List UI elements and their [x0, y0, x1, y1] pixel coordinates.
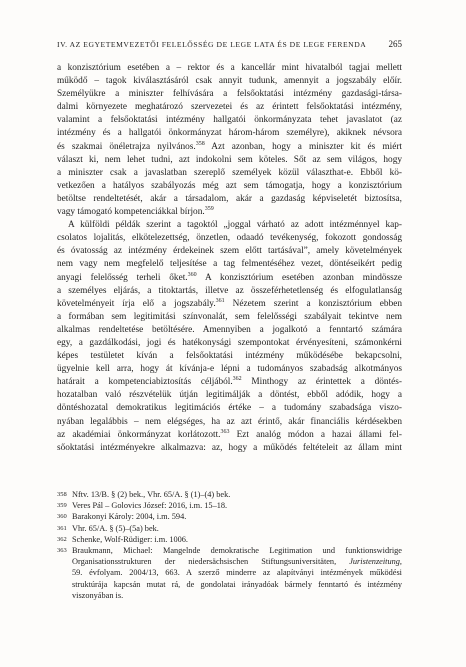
- body-line: nem vagy nem megfelelő teljesítése a tag felmentéséhez vezet, döntéseikért pedig: [57, 259, 402, 270]
- footnote-ref: 362: [232, 376, 242, 383]
- body-line: az akadémiai önkormányzat korlátozott.$^{363}$ Ezt analóg módon a hazai állami fel-: [57, 428, 402, 440]
- footnote-ref: 359: [204, 205, 214, 212]
- body-line: választ ki, nem lehet tudni, azt indokolni sem köteles. Sőt az sem világos, hogy: [57, 154, 402, 165]
- body-line: képes testületet kíván a felsőoktatási intézmény működésébe bekapcsolni,: [57, 351, 402, 362]
- body-line: csolatos lojalitás, elkötelezettség, önzetlen, odaadó tevékenység, fokozott gondosság: [57, 233, 402, 244]
- body-line: nyában legalábbis – nem elégséges, ha az azt érintő, akár financiális kérdésekben: [57, 416, 402, 427]
- footnote-ref: 361: [215, 297, 225, 304]
- body-line: határait a kompetenciabiztosítás céljából.$^{362}$ Minthogy az érintettek a döntés-: [57, 376, 402, 388]
- body-line: és szakmai önéletrajza nyilvános.$^{358}$ Azt azonban, hogy a miniszter kit és miért: [57, 140, 402, 152]
- body-line: dalmi környezete meghatározó szervezetei és az érintett felsőoktatási intézmény,: [57, 102, 402, 113]
- body-line: sőoktatási intézményekre alkalmazva: az, hogy a működés feltételeit az állam mint: [57, 442, 402, 453]
- footnote-ref: 360: [187, 271, 197, 278]
- footnote-text: viszonyában is.: [72, 590, 124, 600]
- footnote-ref: 363: [220, 428, 230, 435]
- footnote: [57, 523, 402, 534]
- body-line: ügyelnie kell arra, hogy át kívánja-e lépni a tudományos szabadság alkotmányos: [57, 364, 402, 375]
- body-line: döntéshozatal demokratikus legitimációs értéke – a tudomány szabadsága viszo-: [57, 403, 402, 414]
- footnote-text: 59. évfolyam. 2004/13, 663. A szerző minderre az alapítványi intézmények működési: [72, 568, 402, 578]
- footnote-number: 362: [57, 535, 67, 543]
- footnote-number: 358: [57, 491, 67, 498]
- footnote-text: Schenke, Wolf-Rüdiger: i.m. 1006.: [72, 534, 189, 544]
- footnote: [57, 511, 402, 522]
- footnote-number: 361: [57, 524, 67, 532]
- body-line: Személyükre a miniszter felhívására a felsőoktatási intézmény gazdasági-társa-: [57, 89, 402, 100]
- body-line: követelményeit írja elő a jogszabály.$^{361}$ Nézetem szerint a konzisztórium ebben: [57, 297, 402, 309]
- page-number: 265: [388, 39, 402, 49]
- body-line: működő – tagok kiválasztásáról csak annyit tudunk, amennyit a jogszabály előír.: [57, 76, 402, 87]
- body-line: egy, a gazdálkodási, jogi és hatékonysági szempontokat érvényesíteni, számonkérni: [57, 337, 402, 348]
- footnote: [57, 489, 402, 500]
- footnote-text: Organisationsstrukturen der niedersächsischen Stiftungsuniversitäten, Juristenzeitung,: [72, 557, 402, 567]
- body-line: a formában sem legitimitási színvonalát, sem felelősségi szabályait tekintve nem: [57, 311, 402, 322]
- footnote-text: Veres Pál – Golovics József: 2016, i.m. 15–18.: [72, 501, 228, 511]
- footnote: [57, 534, 402, 545]
- body-line: vagy támogató kompetenciákkal bírjon.$^{359}$: [57, 205, 214, 218]
- body-line: anyagi felelősség terheli őket.$^{360}$ A konzisztórium esetében azonban mindössze: [57, 271, 402, 283]
- footnote-ref: 358: [195, 140, 205, 147]
- footnotes: [57, 489, 402, 601]
- footnote-text: Barakonyi Károly: 2004, i.m. 594.: [72, 512, 187, 522]
- body-line: valamint a felsőoktatási intézmény hallgatói önkormányzata tehet javaslatot (az: [57, 115, 402, 126]
- body-line: intézmény és a hallgatói önkormányzat három-három személyre), akiknek névsora: [57, 128, 402, 139]
- body-line: és óvatosság az intézmény érdekeinek szem előtt tartásával”, amely követelmények: [57, 246, 402, 257]
- body-line: vetkezően a hatályos szabályozás még azt sem támogatja, hogy a konzisztórium: [57, 180, 402, 191]
- footnote-text: Vhr. 65/A. § (5)–(5a) bek.: [72, 523, 159, 533]
- footnote-text: struktúrája kapcsán mutat rá, de gondolatai irányadóak bármely fenntartó és intézmény: [72, 579, 402, 589]
- footnote-number: 360: [57, 513, 67, 521]
- footnote-number: 359: [57, 502, 67, 510]
- body-line: hozatalban való részvételük útján legitimálják a döntést, ebből adódik, hogy a: [57, 390, 402, 401]
- footnote: [57, 500, 402, 511]
- running-title: IV. AZ EGYETEMVEZETŐI FELELŐSSÉG DE LEGE LATA ÉS DE LEGE FERENDA: [57, 40, 367, 49]
- body-line: a konzisztórium esetében a – rektor és a kancellár mint hivatalból tagjai mellett: [57, 63, 402, 73]
- footnote-number: 363: [57, 547, 67, 555]
- running-header: [57, 39, 402, 49]
- body-text: [57, 62, 402, 455]
- footnote: [57, 545, 402, 601]
- body-line: betöltse rendeltetését, akár a társadalom, akár a gazdaság képviseletét biztosítsa,: [57, 193, 402, 204]
- body-line: a miniszter csak a javaslatban szereplő személyek közül választhat-e. Ebből kö-: [57, 167, 402, 178]
- footnote-text: Braukmann, Michael: Mangelnde demokratische Legitimation und funktionswidrige: [72, 546, 402, 556]
- body-line: alkalmas rendeltetése betöltésére. Amennyiben a jogalkotó a fenntartó számára: [57, 324, 402, 335]
- footnote-text: Nftv. 13/B. § (2) bek., Vhr. 65/A. § (1)–(4) bek.: [72, 490, 231, 499]
- body-line: A külföldi példák szerint a tagoktól „joggal várható az adott intézménnyel kap-: [68, 220, 402, 231]
- body-line: a személyes eljárás, a titoktartás, illetve az összeférhetetlenség és elfogulatlanság: [57, 285, 402, 296]
